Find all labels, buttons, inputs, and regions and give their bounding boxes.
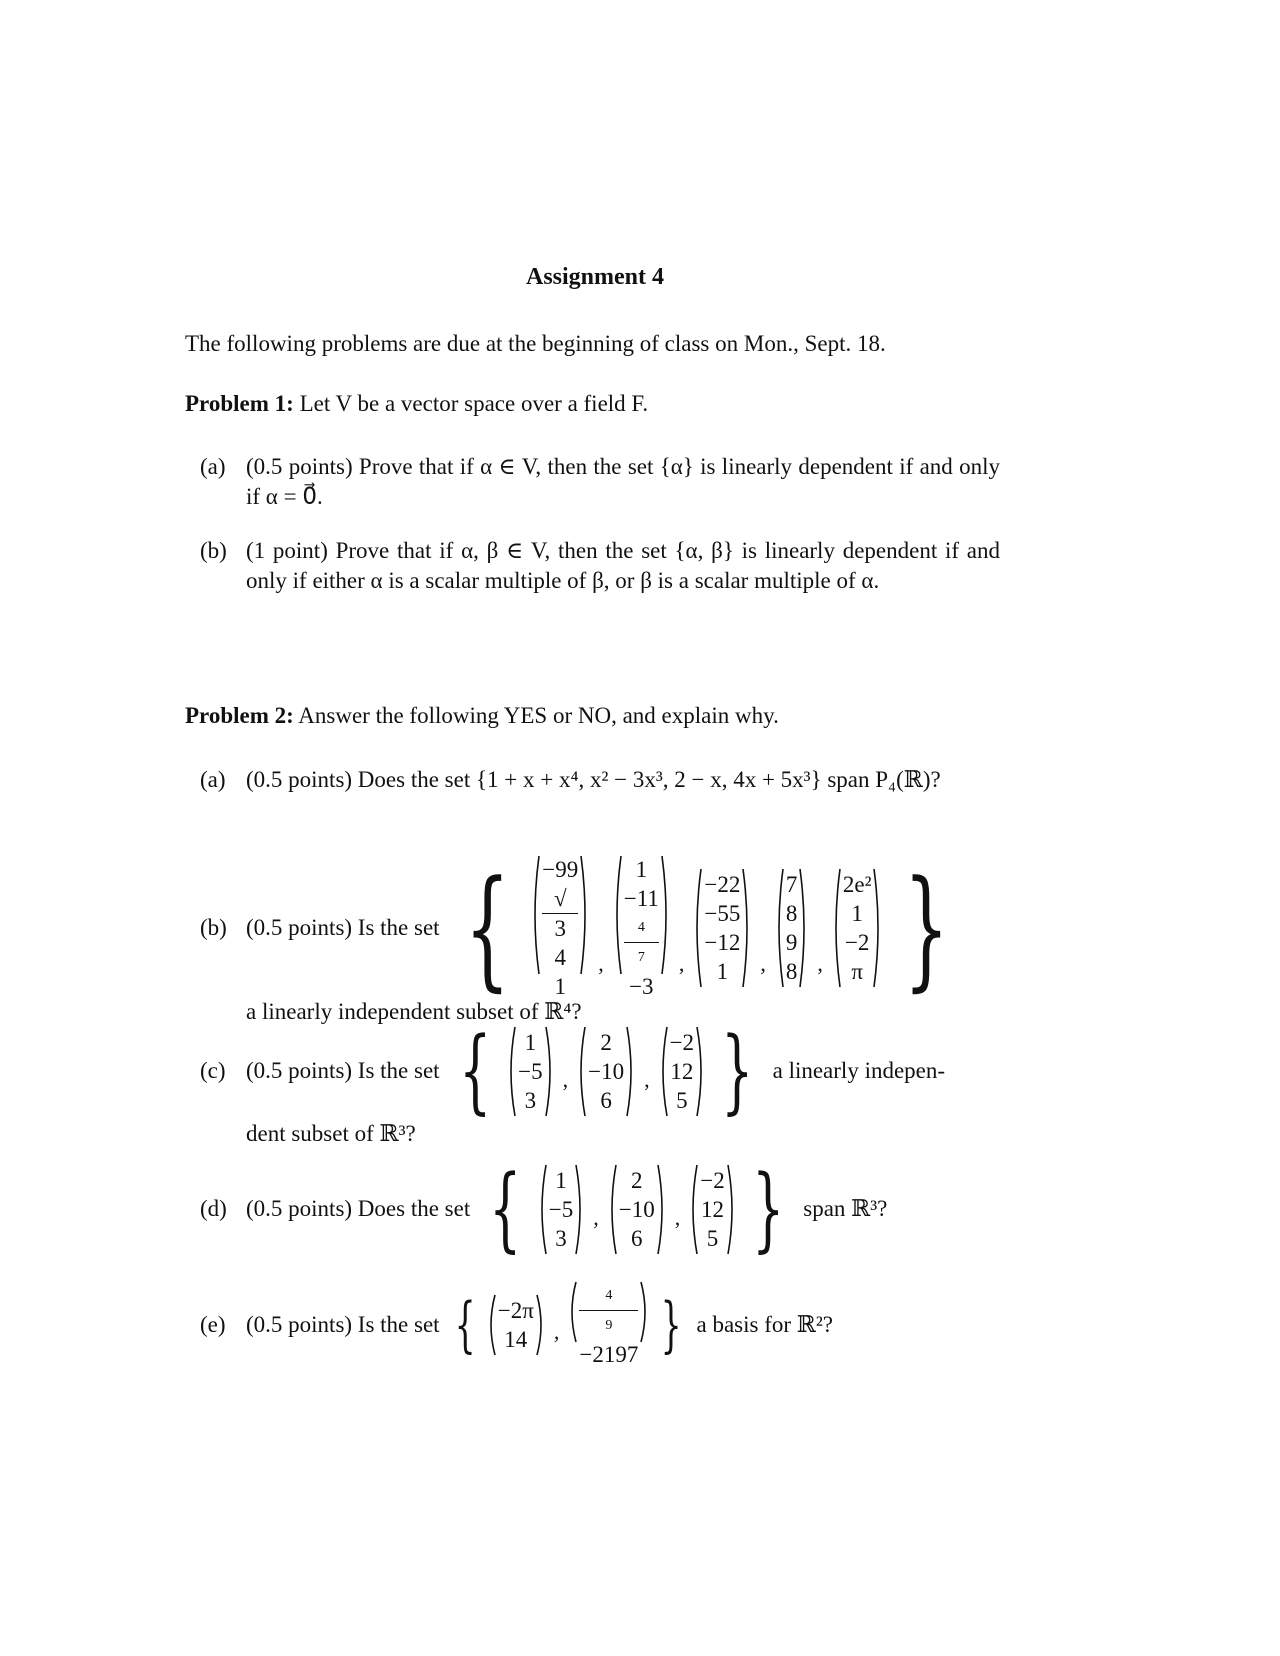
problem-2d-prefix: (0.5 points) Does the set bbox=[246, 1196, 471, 1221]
vector-entry: 1 bbox=[635, 857, 648, 882]
vector-entry: 8 bbox=[785, 901, 798, 926]
set-brace-left: { bbox=[464, 852, 510, 1004]
set-brace-right: } bbox=[751, 1155, 785, 1262]
problem-2d bbox=[200, 1155, 1020, 1262]
problem-2c bbox=[200, 1017, 1020, 1149]
column-vector bbox=[688, 1164, 736, 1255]
problem-2a-label: (a) bbox=[200, 767, 226, 792]
problem-2e-label: (e) bbox=[200, 1312, 226, 1337]
vector-entry: 1 bbox=[524, 1029, 537, 1055]
column-vector bbox=[530, 855, 590, 1001]
column-vector bbox=[506, 1026, 554, 1117]
column-vector bbox=[486, 1294, 546, 1356]
problem-1-label: Problem 1: bbox=[185, 391, 294, 416]
vector-entry: 14 bbox=[504, 1327, 528, 1352]
vector-entry: 12 bbox=[700, 1196, 724, 1222]
intro-text: The following problems are due at the beginning of class on Mon., Sept. 18. bbox=[185, 331, 886, 356]
vector-entry: −55 bbox=[704, 901, 741, 926]
problem-2b-suffix: a linearly independent subset of ℝ⁴? bbox=[246, 999, 582, 1024]
vector-set-e bbox=[446, 1281, 691, 1369]
column-vector bbox=[692, 868, 752, 988]
set-brace-right: } bbox=[660, 1290, 682, 1360]
problem-2b-label: (b) bbox=[200, 915, 227, 940]
vector-entry: −2π bbox=[497, 1298, 534, 1323]
problem-1a-label: (a) bbox=[200, 454, 226, 479]
vector-entry: −2 bbox=[844, 930, 870, 955]
problem-2e-suffix: a basis for ℝ²? bbox=[696, 1312, 834, 1337]
problem-2-heading bbox=[185, 701, 779, 731]
column-vector bbox=[658, 1026, 706, 1117]
vector-entry: 2e² bbox=[842, 872, 872, 897]
vector-entry: 4 9 bbox=[579, 1281, 638, 1340]
vector-entry: −12 bbox=[704, 930, 741, 955]
vector-separator: , bbox=[674, 1205, 681, 1230]
problem-2b bbox=[200, 852, 1020, 1027]
vector-entry: −3 bbox=[629, 974, 654, 999]
page-title: Assignment 4 bbox=[525, 264, 664, 290]
vector-entry: 4 bbox=[554, 945, 567, 970]
vector-separator: , bbox=[562, 1067, 569, 1092]
problem-1a-text: (0.5 points) Prove that if α ∈ V, then the set {α} is linearly dependent if and only if α = 0⃗. bbox=[246, 454, 1000, 509]
problem-1b bbox=[200, 536, 1000, 596]
set-brace-right: } bbox=[904, 852, 950, 1004]
column-vector bbox=[567, 1281, 650, 1369]
vector-entry: 12 bbox=[670, 1058, 694, 1084]
vector-separator: , bbox=[644, 1067, 650, 1092]
column-vector bbox=[607, 1164, 667, 1255]
vector-set-d bbox=[476, 1155, 797, 1262]
problem-2e-prefix: (0.5 points) Is the set bbox=[246, 1312, 440, 1337]
problem-2c-prefix: (0.5 points) Is the set bbox=[246, 1058, 440, 1083]
vector-entry: 3 bbox=[524, 1087, 537, 1113]
vector-entry: −11 bbox=[623, 886, 659, 911]
vector-separator: , bbox=[553, 1319, 560, 1344]
vector-entry: −5 bbox=[548, 1196, 574, 1222]
vector-entry: −2 bbox=[700, 1167, 725, 1193]
vector-entry: −2197 bbox=[579, 1342, 639, 1367]
problem-2c-label: (c) bbox=[200, 1058, 226, 1083]
vector-entry: −2 bbox=[669, 1029, 695, 1055]
problem-2c-suffix: a linearly indepen- bbox=[772, 1058, 946, 1083]
problem-2d-row bbox=[200, 1155, 1020, 1262]
problem-2a bbox=[200, 765, 1000, 795]
vector-entry: √ 3 bbox=[542, 884, 578, 943]
vector-separator: , bbox=[760, 951, 766, 976]
set-brace-left: { bbox=[454, 1290, 476, 1360]
vector-entry: 1 bbox=[554, 974, 567, 999]
column-vector bbox=[831, 868, 884, 988]
set-brace-left: { bbox=[458, 1017, 491, 1124]
problem-1a bbox=[200, 452, 1000, 512]
vector-entry: π bbox=[851, 959, 863, 984]
problem-2-label: Problem 2: bbox=[185, 703, 294, 728]
vector-separator: , bbox=[678, 951, 685, 976]
set-brace-left: { bbox=[489, 1155, 522, 1262]
vector-entry: 7 bbox=[785, 872, 798, 897]
problem-2d-label: (d) bbox=[200, 1196, 227, 1221]
vector-entry: −10 bbox=[588, 1058, 625, 1084]
problem-2c-continuation: dent subset of ℝ³? bbox=[246, 1121, 416, 1146]
problem-1b-text: (1 point) Prove that if α, β ∈ V, then the set {α, β} is linearly dependent if and only if either α is a scalar multiple of β, or β is a scalar multiple of α. bbox=[246, 538, 1000, 593]
set-brace-right: } bbox=[721, 1017, 754, 1124]
vector-entry: 5 bbox=[676, 1087, 688, 1113]
vector-set-c bbox=[446, 1017, 767, 1124]
problem-2a-text: (0.5 points) Does the set {1 + x + x⁴, x² − 3x³, 2 − x, 4x + 5x³} span P₄(ℝ)? bbox=[246, 767, 941, 792]
column-vector bbox=[537, 1164, 585, 1255]
vector-entry: −10 bbox=[618, 1196, 655, 1222]
vector-entry: 4 7 bbox=[624, 913, 659, 972]
vector-entry: 6 bbox=[630, 1225, 643, 1251]
vector-entry: 2 bbox=[630, 1167, 643, 1193]
vector-separator: , bbox=[817, 951, 823, 976]
vector-set-b bbox=[446, 852, 969, 1004]
problem-1-text: Let V be a vector space over a field F. bbox=[299, 391, 649, 416]
problem-1-heading bbox=[185, 389, 648, 419]
vector-entry: 1 bbox=[851, 901, 863, 926]
vector-entry: 3 bbox=[555, 1225, 567, 1251]
problem-2e bbox=[200, 1281, 1020, 1369]
vector-entry: 6 bbox=[600, 1087, 612, 1113]
vector-entry: 2 bbox=[600, 1029, 612, 1055]
column-vector bbox=[612, 855, 671, 1001]
problem-2d-suffix: span ℝ³? bbox=[803, 1196, 888, 1221]
problem-1b-label: (b) bbox=[200, 538, 227, 563]
problem-2-text: Answer the following YES or NO, and explain why. bbox=[298, 703, 779, 728]
vector-entry: 1 bbox=[716, 959, 729, 984]
vector-separator: , bbox=[593, 1205, 599, 1230]
column-vector bbox=[774, 868, 810, 988]
vector-entry: 8 bbox=[785, 959, 798, 984]
vector-entry: 5 bbox=[706, 1225, 719, 1251]
problem-2e-row bbox=[200, 1281, 1020, 1369]
problem-2b-row bbox=[200, 852, 1020, 1004]
vector-entry: 1 bbox=[555, 1167, 567, 1193]
vector-entry: 9 bbox=[785, 930, 798, 955]
column-vector bbox=[576, 1026, 636, 1117]
vector-separator: , bbox=[598, 951, 604, 976]
vector-entry: −22 bbox=[704, 872, 741, 897]
vector-entry: −5 bbox=[518, 1058, 543, 1084]
problem-2b-prefix: (0.5 points) Is the set bbox=[246, 915, 440, 940]
vector-entry: −99 bbox=[542, 857, 579, 882]
problem-2c-row bbox=[200, 1017, 1020, 1124]
